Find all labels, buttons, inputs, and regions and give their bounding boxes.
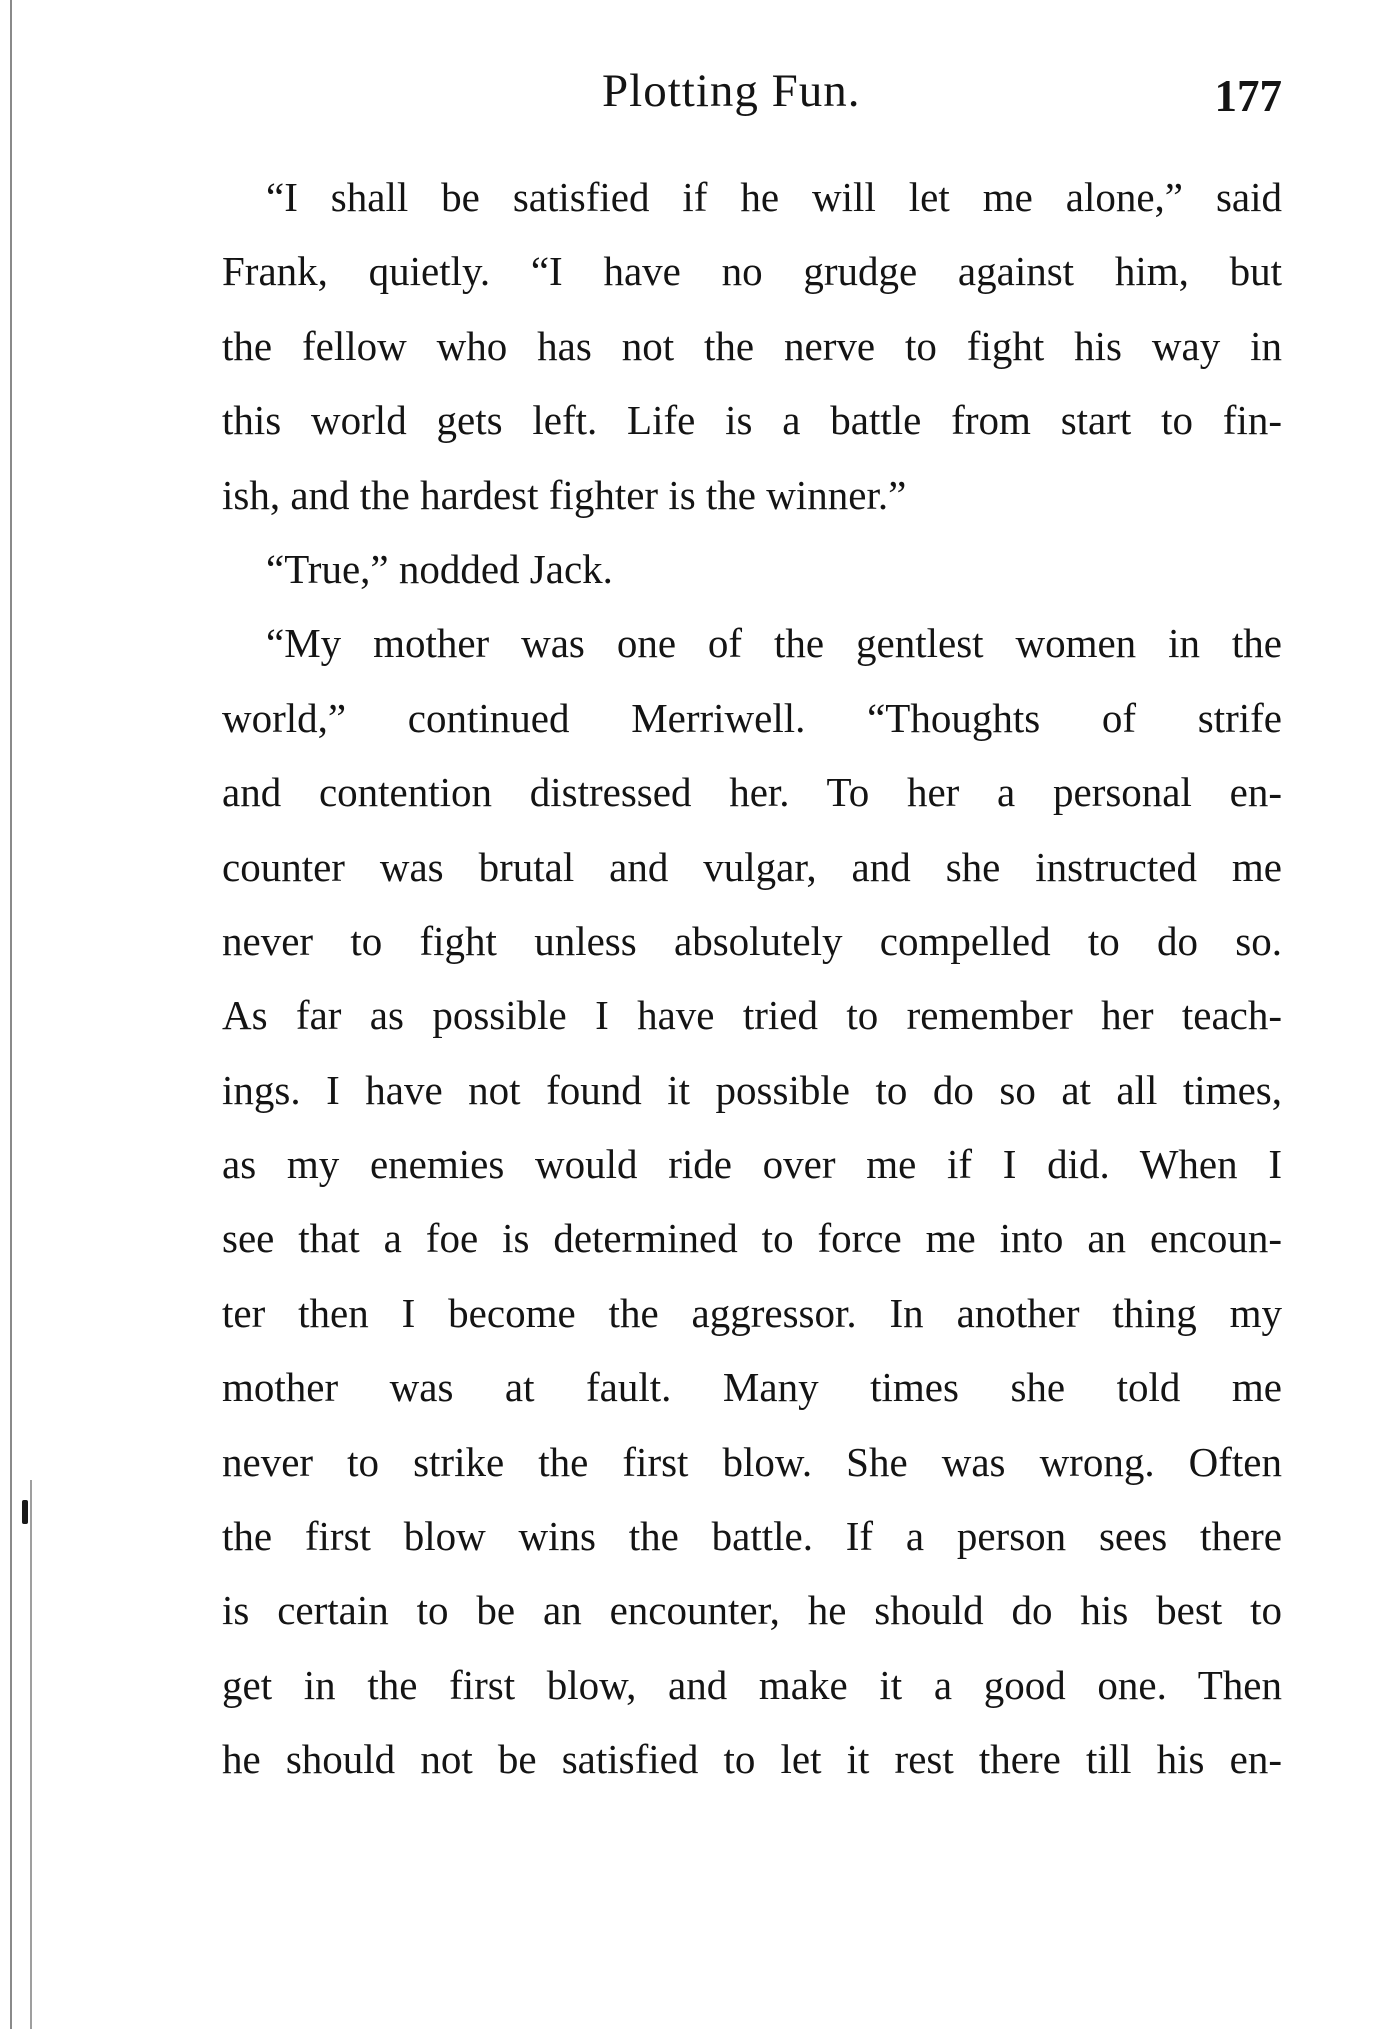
text-line: “My mother was one of the gentlest women in the bbox=[266, 620, 1282, 667]
body-text bbox=[222, 160, 1282, 1797]
page-number: 177 bbox=[1214, 71, 1282, 121]
text-line: and contention distressed her. To her a personal en- bbox=[222, 769, 1282, 816]
binding-mark bbox=[22, 1500, 28, 1524]
text-line: is certain to be an encounter, he should do his best to bbox=[222, 1587, 1282, 1634]
binding-edge-line-inner bbox=[30, 1480, 32, 2029]
text-line: the fellow who has not the nerve to fight his way in bbox=[222, 322, 1282, 369]
text-line: he should not be satisfied to let it rest there till his en- bbox=[222, 1736, 1282, 1783]
binding-edge-line bbox=[10, 0, 12, 2029]
text-line: as my enemies would ride over me if I did. When I bbox=[222, 1141, 1282, 1188]
page-header bbox=[222, 64, 1282, 134]
text-line: this world gets left. Life is a battle from start to fin- bbox=[222, 397, 1282, 444]
text-line: “I shall be satisfied if he will let me alone,” said bbox=[266, 174, 1282, 220]
text-line: Frank, quietly. “I have no grudge against him, but bbox=[222, 248, 1282, 295]
running-title: Plotting Fun. bbox=[602, 65, 861, 117]
text-line: “True,” nodded Jack. bbox=[266, 545, 613, 592]
text-line: see that a foe is determined to force me into an encoun- bbox=[222, 1215, 1282, 1262]
text-line: counter was brutal and vulgar, and she instructed me bbox=[222, 843, 1282, 890]
text-line: world,” continued Merriwell. “Thoughts of strife bbox=[222, 694, 1282, 741]
text-line: ings. I have not found it possible to do so at all times, bbox=[222, 1066, 1282, 1113]
text-line: mother was at fault. Many times she told me bbox=[222, 1364, 1282, 1411]
text-line: never to fight unless absolutely compelled to do so. bbox=[222, 917, 1282, 964]
text-line: ish, and the hardest fighter is the winner.” bbox=[222, 471, 907, 518]
text-line: get in the first blow, and make it a good one. Then bbox=[222, 1661, 1282, 1708]
text-line: ter then I become the aggressor. In another thing my bbox=[222, 1289, 1282, 1336]
text-line: As far as possible I have tried to remember her teach- bbox=[222, 992, 1282, 1039]
text-line: never to strike the first blow. She was wrong. Often bbox=[222, 1438, 1282, 1485]
text-line: the first blow wins the battle. If a person sees there bbox=[222, 1513, 1282, 1560]
